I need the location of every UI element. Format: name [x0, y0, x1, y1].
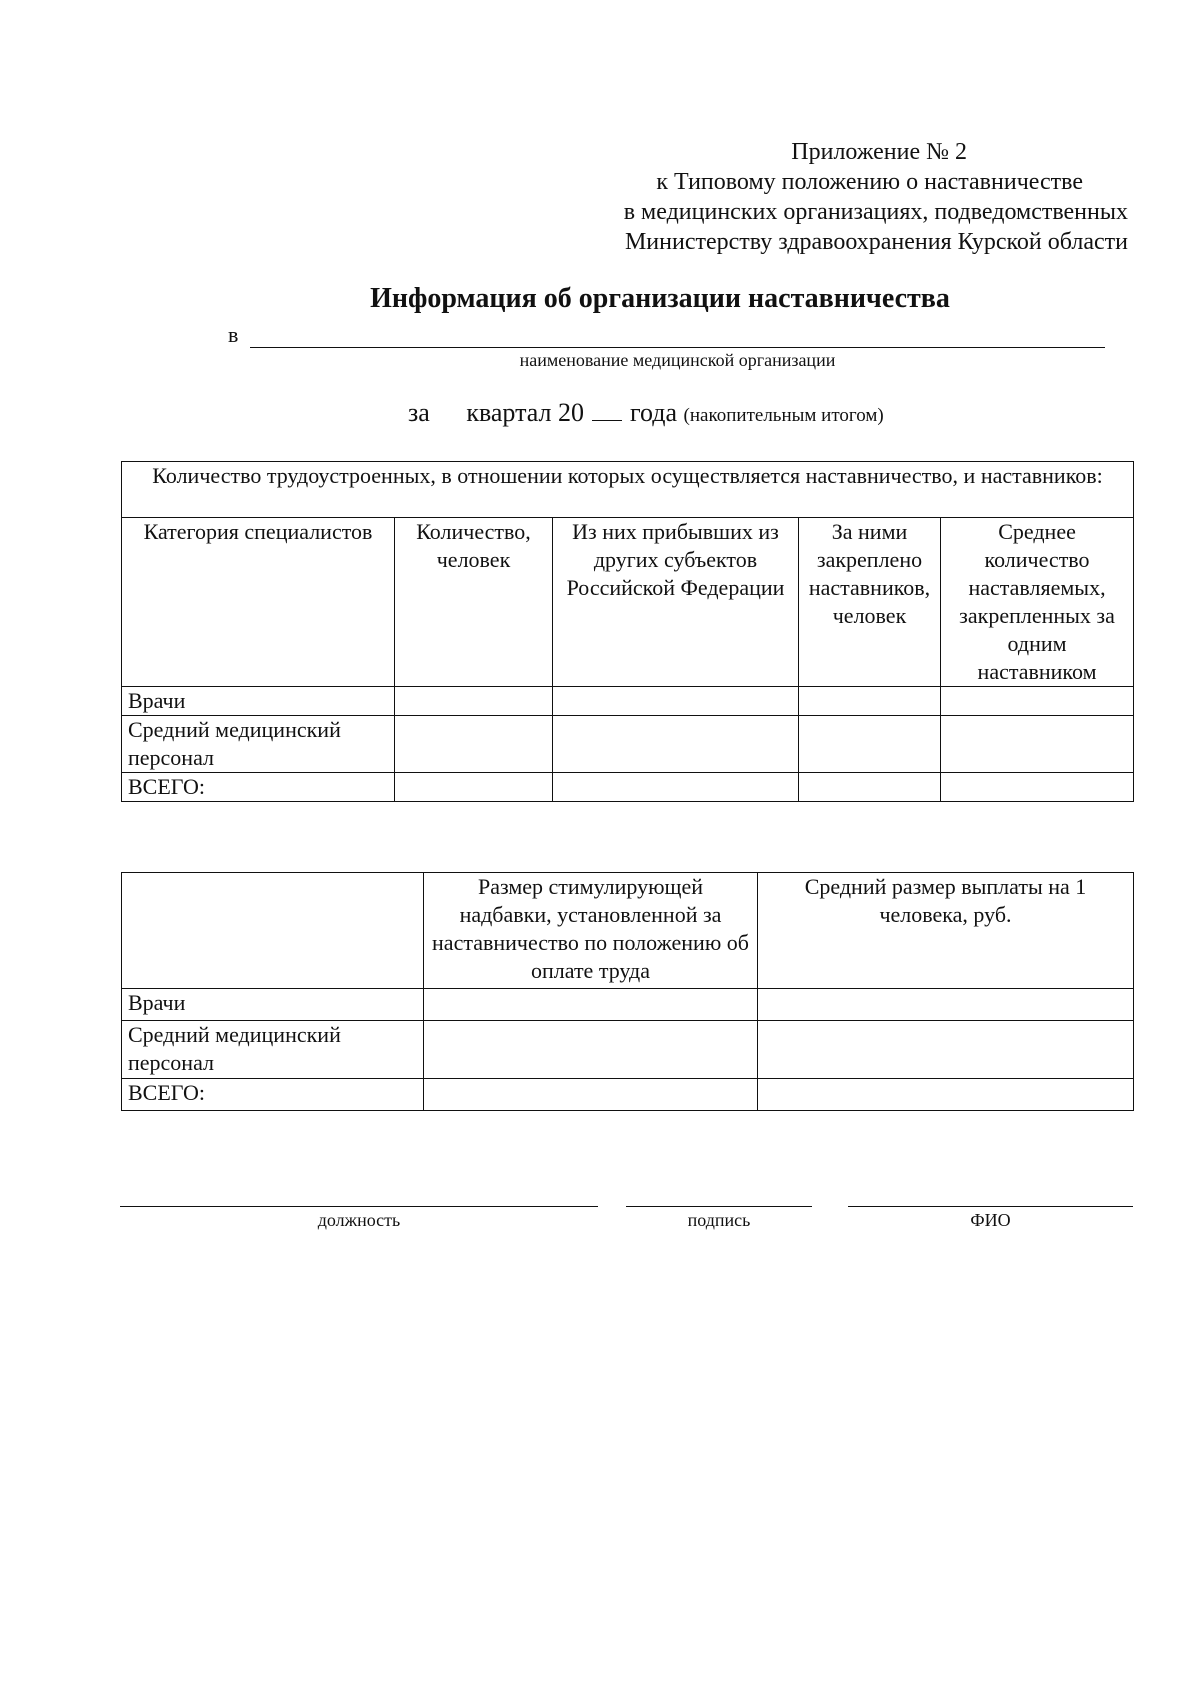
organization-prefix: в — [228, 322, 239, 347]
table1-col-count: Количество, человек — [395, 518, 553, 687]
period-note: (накопительным итогом) — [683, 405, 884, 426]
table-cell[interactable] — [424, 1021, 758, 1079]
table1-col-arrived: Из них прибывших из других субъектов Российской Федерации — [553, 518, 799, 687]
table-cell[interactable] — [424, 989, 758, 1021]
appendix-reference-line-3: Министерству здравоохранения Курской области — [624, 229, 1128, 255]
table1-main-header: Количество трудоустроенных, в отношении которых осуществляется наставничество, и наставников: — [122, 462, 1134, 518]
table1-col-category: Категория специалистов — [122, 518, 395, 687]
appendix-number: Приложение № 2 — [791, 139, 967, 165]
appendix-reference-line-1: к Типовому положению о наставничестве — [656, 169, 1083, 195]
position-caption: должность — [317, 1210, 401, 1230]
row-label-nurses: Средний медицинский персонал — [122, 1021, 424, 1079]
table-row — [122, 1079, 1134, 1111]
table2-col-average-payment: Средний размер выплаты на 1 человека, руб. — [758, 873, 1134, 989]
period-quarter: квартал 20 — [466, 398, 584, 427]
table-cell[interactable] — [941, 716, 1134, 773]
row-label-doctors: Врачи — [122, 687, 395, 716]
period-za: за — [408, 398, 430, 427]
table-cell[interactable] — [758, 1021, 1134, 1079]
table-cell[interactable] — [799, 773, 941, 802]
appendix-reference-line-2: в медицинских организациях, подведомственных — [623, 199, 1128, 225]
table-row — [122, 989, 1134, 1021]
table-cell[interactable] — [395, 716, 553, 773]
table-row — [122, 716, 1134, 773]
table2-col-empty — [122, 873, 424, 989]
table-cell[interactable] — [799, 716, 941, 773]
signature-line[interactable] — [626, 1206, 812, 1207]
organization-name-line[interactable] — [250, 347, 1105, 348]
table2-col-bonus: Размер стимулирующей надбавки, установленной за наставничество по положению об оплате труда — [424, 873, 758, 989]
full-name-line[interactable] — [848, 1206, 1133, 1207]
table-cell[interactable] — [758, 1079, 1134, 1111]
reporting-period — [408, 398, 884, 428]
table-row — [122, 773, 1134, 802]
table-cell[interactable] — [941, 773, 1134, 802]
table-cell[interactable] — [941, 687, 1134, 716]
table-cell[interactable] — [395, 773, 553, 802]
table-cell[interactable] — [553, 687, 799, 716]
row-label-doctors: Врачи — [122, 989, 424, 1021]
mentoring-payment-table — [121, 872, 1134, 1111]
page-title: Информация об организации наставничества — [370, 283, 950, 314]
table-cell[interactable] — [799, 687, 941, 716]
table-cell[interactable] — [424, 1079, 758, 1111]
period-year-word: года — [630, 398, 678, 427]
organization-caption: наименование медицинской организации — [519, 350, 836, 370]
table1-col-mentors: За ними закреплено наставников, человек — [799, 518, 941, 687]
row-label-total: ВСЕГО: — [122, 1079, 424, 1111]
row-label-nurses: Средний медицинский персонал — [122, 716, 395, 773]
full-name-caption: ФИО — [970, 1210, 1011, 1230]
table-row — [122, 687, 1134, 716]
table1-col-average: Среднее количество наставляемых, закрепленных за одним наставником — [941, 518, 1134, 687]
year-blank[interactable] — [592, 400, 622, 421]
table-cell[interactable] — [553, 716, 799, 773]
table-cell[interactable] — [758, 989, 1134, 1021]
mentoring-count-table — [121, 461, 1134, 802]
table-row — [122, 1021, 1134, 1079]
table-cell[interactable] — [553, 773, 799, 802]
table-cell[interactable] — [395, 687, 553, 716]
signature-caption: подпись — [687, 1210, 751, 1230]
position-line[interactable] — [120, 1206, 598, 1207]
row-label-total: ВСЕГО: — [122, 773, 395, 802]
